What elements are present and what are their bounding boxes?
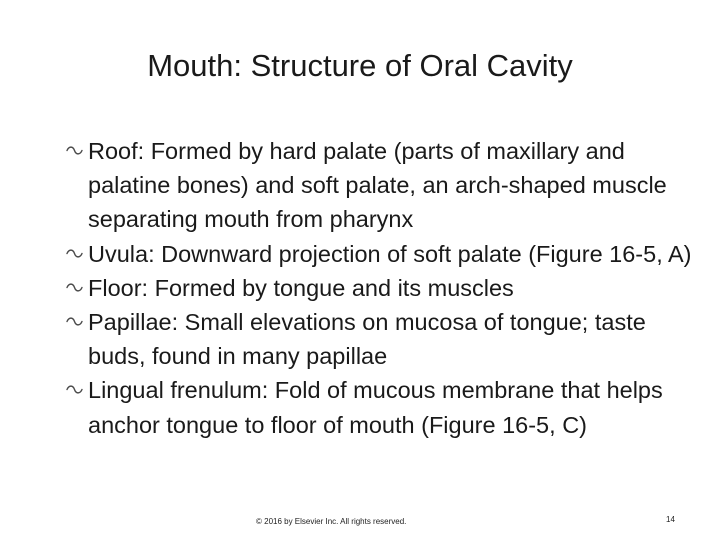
curved-bullet-icon <box>66 282 83 293</box>
bullet-item-lingual-frenulum <box>66 373 706 441</box>
bullet-item-floor <box>66 271 706 305</box>
bullet-text: Uvula: Downward projection of soft palate (Figure 16-5, A) <box>88 240 692 267</box>
bullet-item-uvula <box>66 237 706 271</box>
bullet-item-papillae <box>66 305 706 373</box>
curved-bullet-icon <box>66 248 83 259</box>
curved-bullet-icon <box>66 384 83 395</box>
bullet-item-roof <box>66 134 706 237</box>
copyright-notice: © 2016 by Elsevier Inc. All rights reserved. <box>256 517 407 526</box>
curved-bullet-icon <box>66 316 83 327</box>
slide-title: Mouth: Structure of Oral Cavity <box>147 48 573 83</box>
curved-bullet-icon <box>66 145 83 156</box>
bullet-text: Floor: Formed by tongue and its muscles <box>88 274 514 301</box>
bullet-text: Papillae: Small elevations on mucosa of tongue; taste buds, found in many papillae <box>88 309 646 370</box>
page-number: 14 <box>666 515 675 524</box>
slide-footer <box>0 516 720 528</box>
bullet-text: Lingual frenulum: Fold of mucous membrane that helps anchor tongue to floor of mouth (Figure 16-5, C) <box>88 377 663 438</box>
bullet-text: Roof: Formed by hard palate (parts of maxillary and palatine bones) and soft palate, an arch-shaped muscle separating mouth from pharynx <box>88 138 667 233</box>
bullet-list <box>66 134 706 442</box>
